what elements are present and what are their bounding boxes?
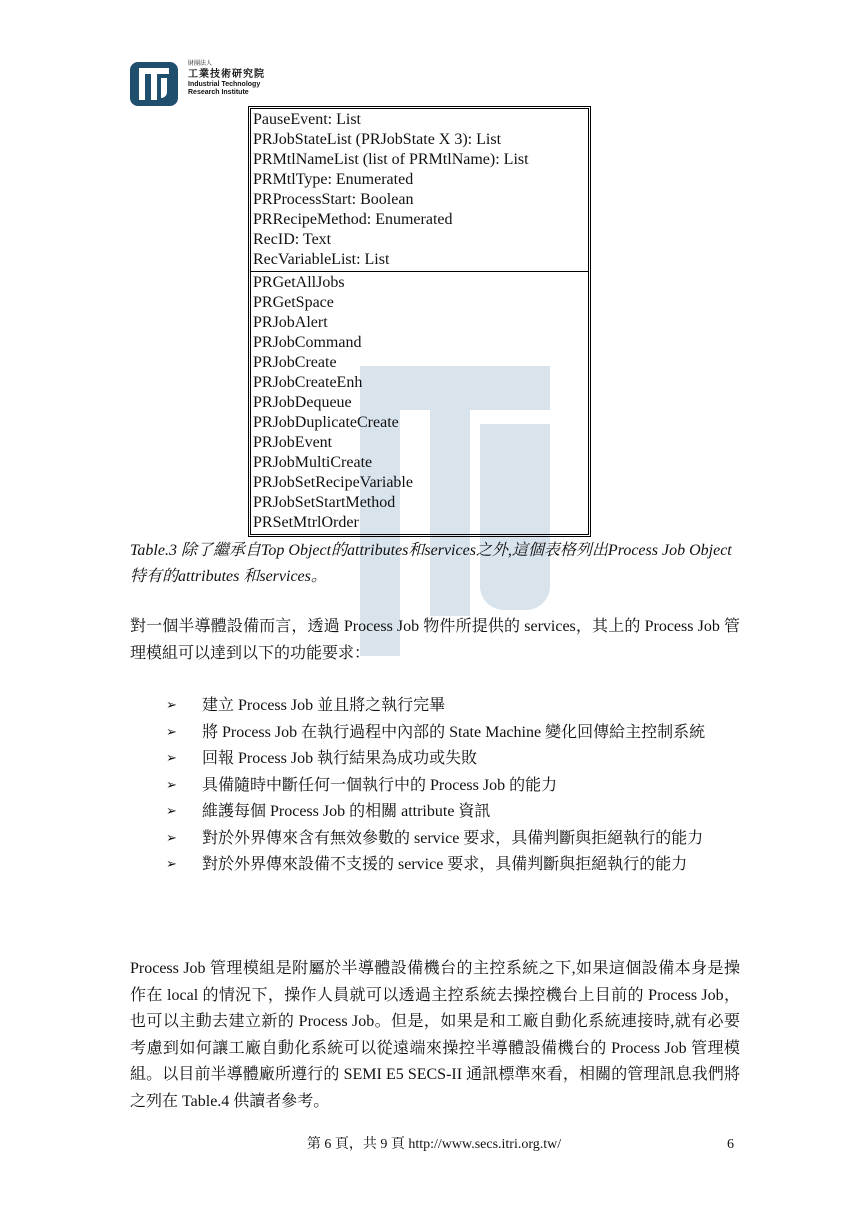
closing-paragraph: Process Job 管理模組是附屬於半導體設備機台的主控系統之下,如果這個設備本身是操作在 local 的情況下，操作人員就可以透過主控系統去操控機台上目前的 Process Job，也可以主動去建立新的 Process Job。但是，如果是和工廠自動化系統連接時,就有必要考慮到如何讓工廠自動化系統可以從遠端來操控半導體設備機台的 Process Job 管理模組。以目前半導體廠所遵行的 SEMI E5 SECS-II 通訊標準來看，相關的管理訊息我們將之列在 Table.4 供讀者參考。 [130, 960, 740, 1110]
attribute-row: PRMtlNameList (list of PRMtlName): List [253, 151, 529, 168]
arrow-bullet-icon: ➢ [166, 804, 177, 819]
footer-page-info: 第 6 頁，共 9 頁 http://www.secs.itri.org.tw/ [306, 1137, 562, 1152]
intro-paragraph: 對一個半導體設備而言，透過 Process Job 物件所提供的 services，其上的 Process Job 管理模組可以達到以下的功能要求： [130, 618, 740, 662]
service-row: PRGetSpace [253, 294, 334, 311]
itri-logo [130, 60, 280, 106]
service-row: PRJobDuplicateCreate [253, 414, 399, 431]
list-item [166, 826, 740, 853]
service-row: PRJobDequeue [253, 394, 352, 411]
list-item [166, 693, 740, 720]
arrow-bullet-icon: ➢ [166, 777, 177, 793]
arrow-bullet-icon: ➢ [166, 751, 177, 766]
list-item [166, 852, 740, 879]
list-item-text: 對於外界傳來設備不支援的 service 要求，具備判斷與拒絕執行的能力 [202, 856, 688, 873]
attribute-row: RecVariableList: List [253, 251, 390, 268]
list-item-text: 建立 Process Job 並且將之執行完畢 [202, 697, 446, 714]
services-section [251, 271, 588, 534]
itri-emblem-icon [130, 62, 178, 106]
logo-org-english-1: Industrial Technology [188, 81, 261, 88]
attribute-row: PRProcessStart: Boolean [253, 191, 414, 208]
arrow-bullet-icon: ➢ [166, 698, 177, 713]
list-item [166, 746, 740, 773]
service-row: PRSetMtrlOrder [253, 514, 359, 531]
attribute-row: PRMtlType: Enumerated [253, 171, 414, 188]
process-job-object-table [248, 106, 591, 537]
list-item [166, 799, 740, 826]
list-item [166, 720, 740, 747]
attributes-section [251, 109, 588, 271]
list-item-text: 回報 Process Job 執行結果為成功或失敗 [202, 750, 478, 767]
itri-logo-text [188, 60, 265, 97]
service-row: PRJobCommand [253, 334, 362, 351]
attribute-row: RecID: Text [253, 231, 332, 248]
service-row: PRJobAlert [253, 314, 328, 331]
service-row: PRJobCreateEnh [253, 374, 363, 391]
service-row: PRJobEvent [253, 434, 333, 451]
list-item-text: 對於外界傳來含有無效參數的 service 要求，具備判斷與拒絕執行的能力 [202, 829, 704, 847]
service-row: PRGetAllJobs [253, 274, 345, 291]
logo-org-english-2: Research Institute [188, 89, 249, 96]
requirement-list [166, 693, 740, 879]
list-item-text: 維護每個 Process Job 的相關 attribute 資訊 [202, 803, 491, 820]
footer-page-number: 6 [727, 1137, 734, 1152]
service-row: PRJobCreate [253, 354, 337, 371]
table-caption: Table.3 除了繼承自Top Object的attributes和services之外,這個表格列出Process Job Object特有的attributes 和services。 [130, 542, 732, 585]
logo-org-chinese: 工業技術研究院 [188, 69, 265, 80]
service-row: PRJobSetRecipeVariable [253, 474, 413, 491]
arrow-bullet-icon: ➢ [166, 724, 177, 740]
attribute-row: PauseEvent: List [253, 111, 361, 128]
service-row: PRJobMultiCreate [253, 454, 373, 471]
arrow-bullet-icon: ➢ [166, 857, 177, 872]
list-item [166, 773, 740, 800]
logo-org-small: 財團法人 [188, 60, 213, 67]
list-item-text: 具備隨時中斷任何一個執行中的 Process Job 的能力 [202, 776, 558, 794]
attribute-row: PRJobStateList (PRJobState X 3): List [253, 131, 502, 148]
service-row: PRJobSetStartMethod [253, 494, 396, 511]
list-item-text: 將 Process Job 在執行過程中內部的 State Machine 變化回傳給主控制系統 [202, 723, 706, 741]
attribute-row: PRRecipeMethod: Enumerated [253, 211, 453, 228]
arrow-bullet-icon: ➢ [166, 830, 177, 846]
